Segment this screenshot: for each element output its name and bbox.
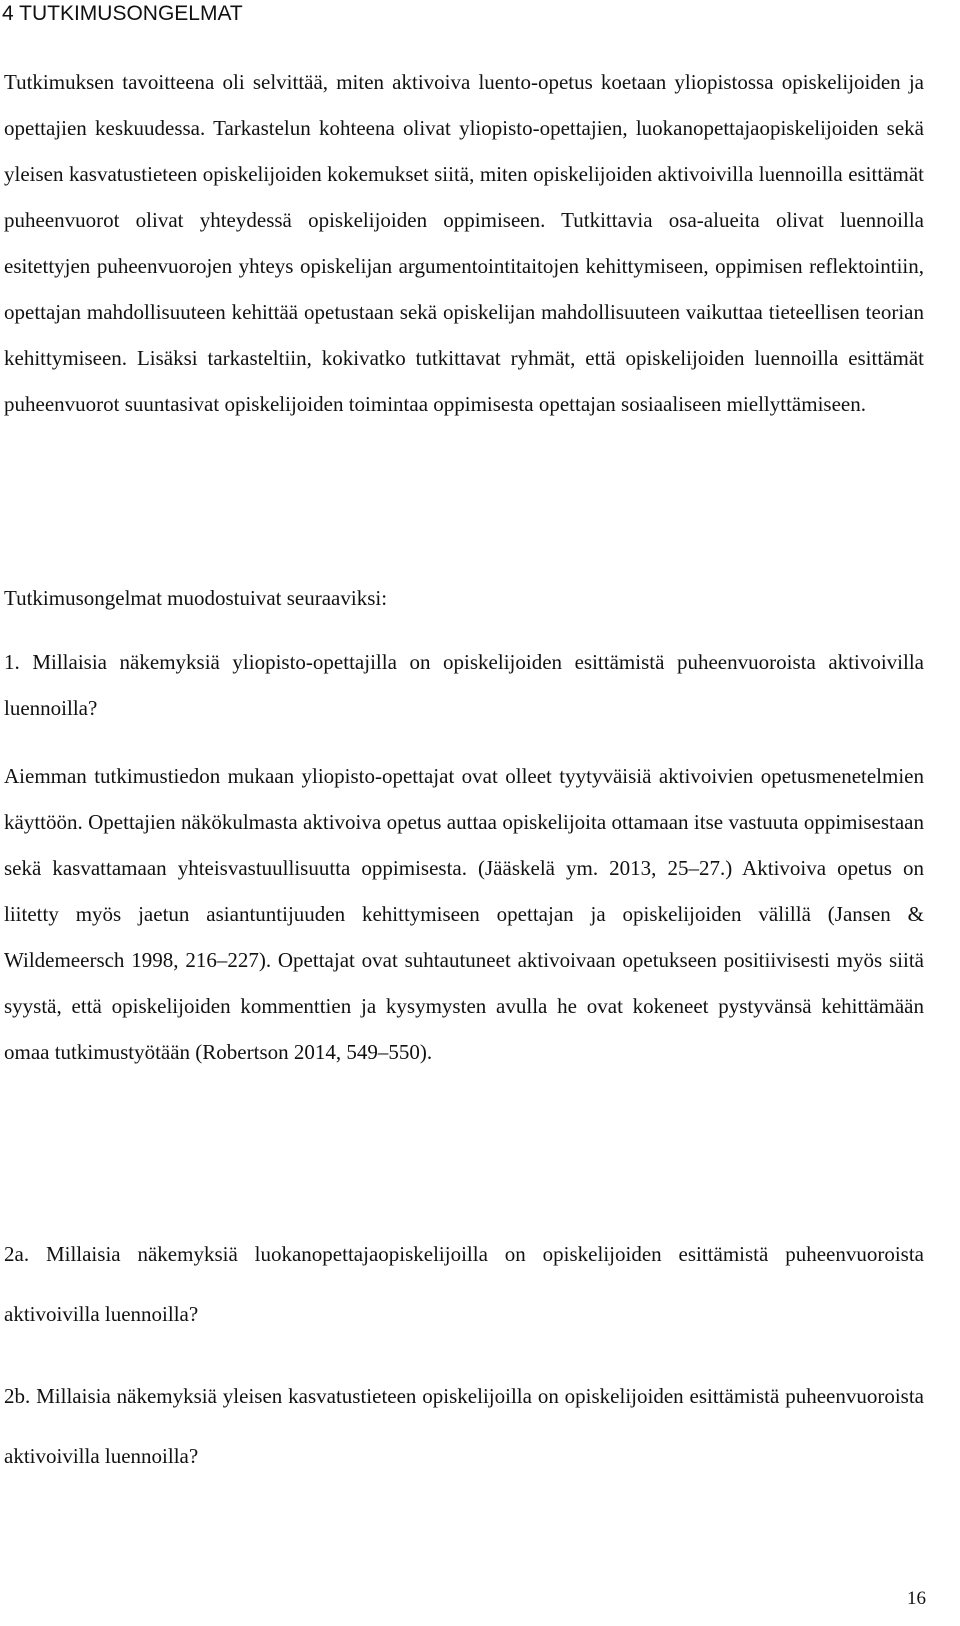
research-question-1: 1. Millaisia näkemyksiä yliopisto-opettajilla on opiskelijoiden esittämistä puheenvuoroista aktivoivilla luennoilla? xyxy=(4,650,924,720)
chapter-heading: 4 TUTKIMUSONGELMAT xyxy=(2,2,243,25)
research-question-2a: 2a. Millaisia näkemyksiä luokanopettajaopiskelijoilla on opiskelijoiden esittämistä puheenvuoroista aktivoivilla luennoilla? xyxy=(4,1242,924,1326)
page-number: 16 xyxy=(907,1588,926,1609)
research-question-2b: 2b. Millaisia näkemyksiä yleisen kasvatustieteen opiskelijoilla on opiskelijoiden esittämistä puheenvuoroista aktivoivilla luennoilla? xyxy=(4,1384,924,1468)
research-questions-intro: Tutkimusongelmat muodostuivat seuraaviksi: xyxy=(4,586,388,610)
body-paragraph-1: Tutkimuksen tavoitteena oli selvittää, miten aktivoiva luento-opetus koetaan yliopistossa opiskelijoiden ja opettajien keskuudessa. Tarkastelun kohteena olivat yliopisto-opettajien, luokanopettajaopiskelijoiden sekä yleisen kasvatustieteen opiskelijoiden kokemukset siitä, miten opiskelijoiden aktivoivilla luennoilla esittämät puheenvuorot olivat yhteydessä opiskelijoiden oppimiseen. Tutkittavia osa-alueita olivat luennoilla esitettyjen puheenvuorojen yhteys opiskelijan argumentointitaitojen kehittymiseen, oppimisen reflektointiin, opettajan mahdollisuuteen kehittää opetustaan sekä opiskelijan mahdollisuuteen vaikuttaa tieteellisen teorian kehittymiseen. Lisäksi tarkasteltiin, kokivatko tutkittavat ryhmät, että opiskelijoiden luennoilla esittämät puheenvuorot suuntasivat opiskelijoiden toimintaa oppimisesta opettajan sosiaaliseen miellyttämiseen. xyxy=(4,70,924,416)
body-paragraph-2: Aiemman tutkimustiedon mukaan yliopisto-opettajat ovat olleet tyytyväisiä aktivoivien opetusmenetelmien käyttöön. Opettajien näkökulmasta aktivoiva opetus auttaa opiskelijoita ottamaan itse vastuuta oppimisestaan sekä kasvattamaan yhteisvastuullisuutta oppimisesta. (Jääskelä ym. 2013, 25–27.) Aktivoiva opetus on liitetty myös jaetun asiantuntijuuden kehittymiseen opettajan ja opiskelijoiden välillä (Jansen & Wildemeersch 1998, 216–227). Opettajat ovat suhtautuneet aktivoivaan opetukseen positiivisesti myös siitä syystä, että opiskelijoiden kommenttien ja kysymysten avulla he ovat kokeneet pystyvänsä kehittämään omaa tutkimustyötään (Robertson 2014, 549–550). xyxy=(4,764,924,1064)
